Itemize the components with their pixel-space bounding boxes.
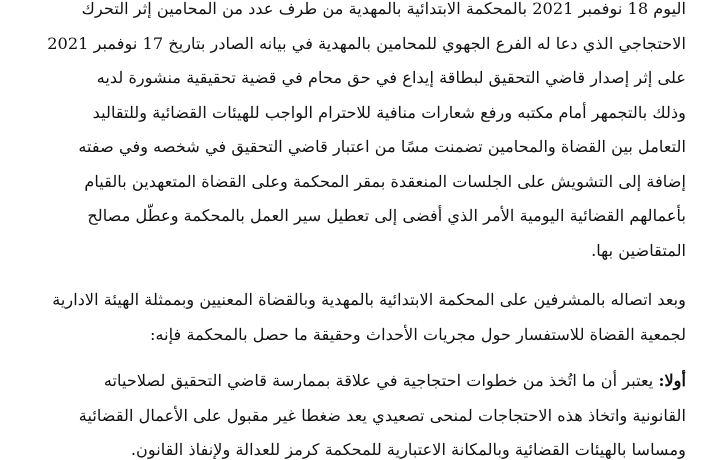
paragraph-first-point [40, 364, 686, 460]
text-line: وبعد اتصاله بالمشرفين على المحكمة الابتدائية بالمهدية وبالقضاة المعنيين وبممثلة الهيئة الادارية [52, 290, 686, 309]
text-line: التعامل بين القضاة والمحامين تضمنت مسًا من اعتبار قاضي التحقيق في شخصه وفي صفته [78, 137, 686, 156]
text-line: وذلك بالتجمهر أمام مكتبه ورفع شعارات منافية للاحترام الواجب للهيئات القضائية وللتقاليد [92, 102, 686, 122]
text-line: على إثر إصدار قاضي التحقيق لبطاقة إيداع في حق محام في قضية تحقيقية منشورة لديه [96, 68, 686, 87]
text-line: اليوم 18 نوفمبر 2021 بالمحكمة الابتدائية بالمهدية من طرف عدد من المحامين إثر التحرك [81, 0, 686, 18]
text-line: المتقاضين بها. [591, 240, 686, 260]
point-lead: أولا: [658, 371, 686, 390]
text-line: لجمعية القضاة للاستفسار حول مجريات الأحداث وحقيقة ما حصل بالمحكمة فإنه: [149, 324, 686, 344]
text-line: ومساسا بالهيئات القضائية وبالمكانة الاعتبارية للمحكمة كرمز للعدالة ولإنفاذ القانون. [130, 440, 686, 459]
text-line: الاحتجاجي الذي دعا له الفرع الجهوي للمحامين بالمهدية في بيانه الصادر بتاريخ 17 نوفمبر 2021 [47, 33, 686, 53]
point-text: يعتبر أن ما اتُخذ من خطوات احتجاجية في علاقة بممارسة قاضي التحقيق لصلاحياته [103, 371, 659, 390]
text-line: القانونية واتخاذ هذه الاحتجاجات لمنحى تصعيدي يعد ضغطا غير مقبول على الأعمال القضائية [78, 405, 686, 425]
text-line [40, 364, 686, 399]
text-line: بأعمالهم القضائية اليومية الأمر الذي أفضى إلى تعطيل سير العمل بالمحكمة وعطّل مصالح [87, 206, 686, 225]
text-line: إضافة إلى التشويش على الجلسات المنعقدة بمقر المحكمة وعلى القضاة المتعهدين بالقيام [84, 171, 686, 191]
paragraph-incident [40, 0, 686, 268]
paragraph-contact [40, 283, 686, 352]
